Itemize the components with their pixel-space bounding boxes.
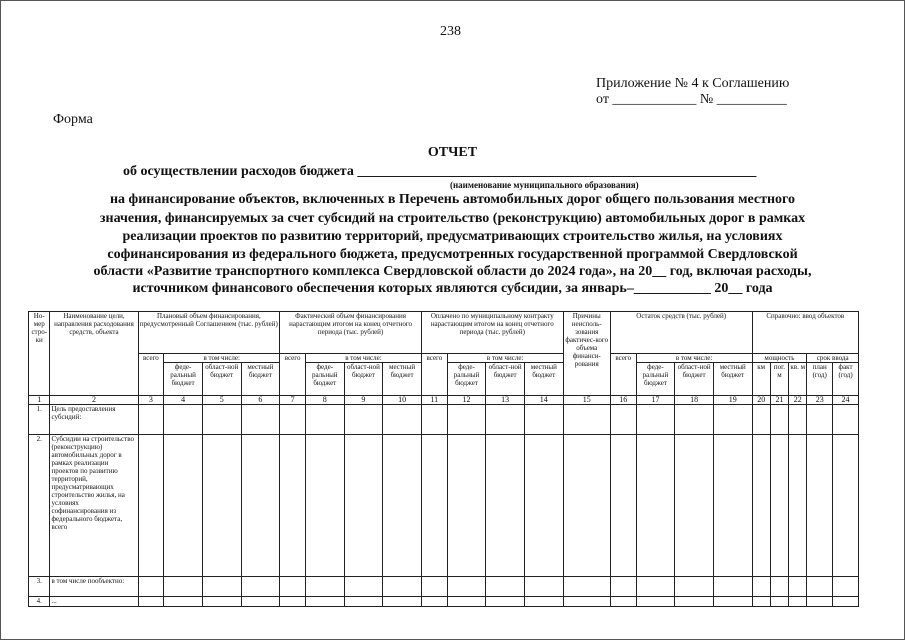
header-regional: област-ной бюджет	[344, 363, 383, 396]
header-row-number: Но-мер стро-ки	[29, 312, 50, 396]
row-number: 2.	[29, 435, 50, 577]
column-number: 12	[447, 396, 486, 405]
municipality-hint: (наименование муниципального образования)	[450, 180, 639, 190]
header-reference: Справочно: ввод объектов	[752, 312, 858, 354]
header-local: местный бюджет	[241, 363, 280, 396]
column-number: 24	[833, 396, 859, 405]
row-name: Цель предоставления субсидий:	[50, 405, 138, 435]
column-number: 6	[241, 396, 280, 405]
header-pog-m: пог. м	[770, 363, 788, 396]
header-total: всего	[421, 354, 447, 396]
appendix-title: Приложение № 4 к Соглашению	[596, 76, 790, 91]
column-number: 4	[164, 396, 203, 405]
header-deadline: срок ввода	[807, 354, 859, 363]
header-regional: област-ной бюджет	[486, 363, 525, 396]
header-kv-m: кв. м	[789, 363, 807, 396]
row-name: в том числе пообъектно:	[50, 577, 138, 597]
description-line: на финансирование объектов, включенных в Перечень автомобильных дорог общего пользования местного	[109, 192, 796, 207]
header-local: местный бюджет	[524, 363, 563, 396]
header-total: всего	[610, 354, 636, 396]
header-federal: феде-ральный бюджет	[305, 363, 344, 396]
description-line: реализации проектов по развитию территорий, предусматривающих строительство жилья, на условиях	[122, 229, 783, 244]
appendix-date-number-line: от ____________ № __________	[596, 92, 787, 107]
header-name: Наименование цели, направления расходования средств, объекта	[50, 312, 138, 396]
form-label: Форма	[53, 112, 93, 127]
column-number: 3	[138, 396, 164, 405]
header-local: местный бюджет	[713, 363, 752, 396]
row-number: 1.	[29, 405, 50, 435]
column-number: 2	[50, 396, 138, 405]
column-number: 10	[383, 396, 422, 405]
column-number: 23	[807, 396, 833, 405]
row-name: ...	[50, 597, 138, 607]
column-number: 18	[675, 396, 714, 405]
column-number: 16	[610, 396, 636, 405]
header-km: км	[752, 363, 770, 396]
description-line: области «Развитие транспортного комплекса Свердловской области до 2024 года», на 20__ год, включая расходы,	[93, 264, 812, 279]
header-including: в том числе:	[447, 354, 563, 363]
description-line: источником финансового обеспечения которых являются субсидии, за январь–___________ 20__ года	[132, 281, 773, 296]
row-number: 4.	[29, 597, 50, 607]
column-number: 7	[280, 396, 306, 405]
header-local: местный бюджет	[383, 363, 422, 396]
description-line: значения, финансируемых за счет субсидий на строительство (реконструкцию) автомобильных дорог в рамках	[99, 211, 806, 226]
header-plan-year: план (год)	[807, 363, 833, 396]
table-row	[29, 435, 859, 577]
table-row	[29, 405, 859, 435]
column-number: 21	[770, 396, 788, 405]
header-balance: Остаток средств (тыс. рублей)	[610, 312, 752, 354]
page-number: 238	[440, 24, 461, 39]
column-number: 22	[789, 396, 807, 405]
report-title: ОТЧЕТ	[427, 145, 478, 160]
row-number: 3.	[29, 577, 50, 597]
header-federal: феде-ральный бюджет	[447, 363, 486, 396]
header-actual-financing: Фактический объем финансирования нарастающим итогом на конец отчетного периода (тыс. рублей)	[280, 312, 422, 354]
column-number: 11	[421, 396, 447, 405]
column-number: 20	[752, 396, 770, 405]
header-regional: област-ной бюджет	[202, 363, 241, 396]
column-number: 1	[29, 396, 50, 405]
column-number: 5	[202, 396, 241, 405]
header-total: всего	[138, 354, 164, 396]
header-paid-contract: Оплачено по муниципальному контракту нарастающим итогом на конец отчетного периода (тыс. рублей)	[421, 312, 563, 354]
report-subject-line: об осуществлении расходов бюджета _________________________________________________________	[123, 164, 757, 179]
header-including: в том числе:	[164, 354, 280, 363]
table-row	[29, 577, 859, 597]
column-number: 15	[563, 396, 610, 405]
column-number: 19	[713, 396, 752, 405]
header-federal: феде-ральный бюджет	[164, 363, 203, 396]
table-row	[29, 597, 859, 607]
column-number: 8	[305, 396, 344, 405]
header-reasons: Причины неисполь-зования фактичес-кого объема финанси-рования	[563, 312, 610, 396]
header-total: всего	[280, 354, 306, 396]
header-fact-year: факт (год)	[833, 363, 859, 396]
description-line: софинансирования из федерального бюджета, предусмотренных государственной программой Свердловской	[107, 247, 798, 262]
header-planned-financing: Плановый объем финансирования, предусмотренный Соглашением (тыс. рублей)	[138, 312, 280, 354]
header-regional: област-ной бюджет	[675, 363, 714, 396]
header-including: в том числе:	[305, 354, 421, 363]
column-number: 17	[636, 396, 675, 405]
header-federal: феде-ральный бюджет	[636, 363, 675, 396]
report-table	[28, 311, 859, 607]
column-number: 9	[344, 396, 383, 405]
header-capacity: мощность	[752, 354, 807, 363]
column-number: 14	[524, 396, 563, 405]
header-including: в том числе:	[636, 354, 752, 363]
row-name: Субсидии на строительство (реконструкцию) автомобильных дорог в рамках реализации проектов по развитию территорий, предусматривающих строительство жилья, на условиях софинансирования из федерального бюджета, всего	[50, 435, 138, 577]
column-number-row	[29, 396, 859, 405]
column-number: 13	[486, 396, 525, 405]
